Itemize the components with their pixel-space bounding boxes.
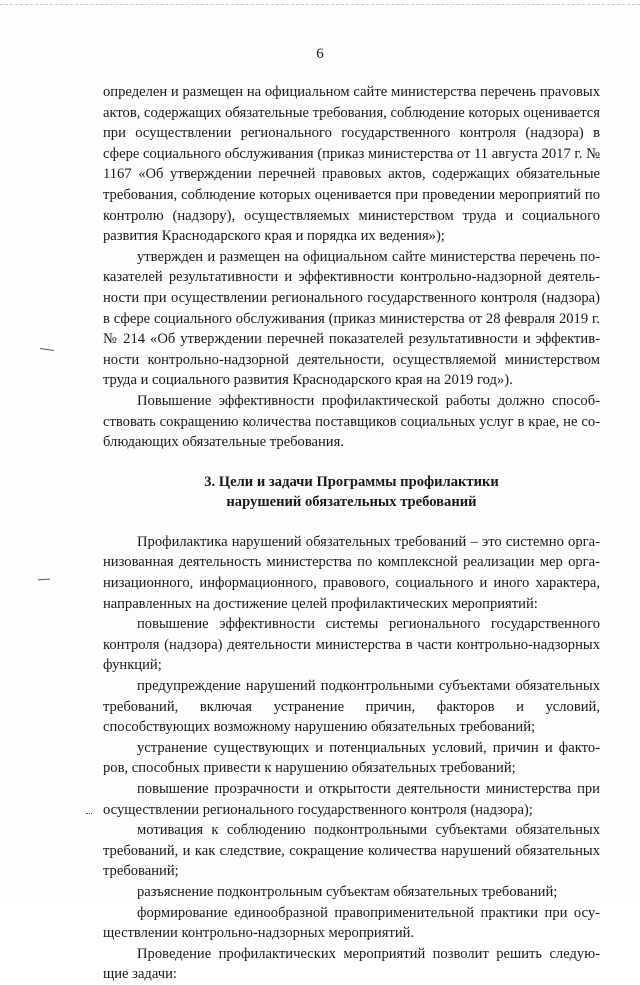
list-item-goal-transparency: повышение прозрачности и открытости деятельности министерства при осуществлении регионального государственного контроля (надзора); xyxy=(103,781,600,818)
paragraph-prevention-definition: Профилактика нарушений обязательных требований – это системно организованная деятельность министерства по комплексной реализации мер организационного, информационного, правового, социального и иного характера, направленных на достижение целей профилактических мероприятий: xyxy=(103,533,600,612)
paragraph-tasks-intro: Проведение профилактических мероприятий позволит решить следующие задачи: xyxy=(103,945,600,983)
page-number: 6 xyxy=(316,46,324,62)
top-edge-rule xyxy=(0,4,640,5)
margin-pencil-mark xyxy=(38,579,50,581)
document-body xyxy=(103,82,600,985)
list-item-goal-efficiency: повышение эффективности системы регионального государственного контроля (надзора) деятельности министерства в части контрольно-надзорных функций; xyxy=(103,616,600,674)
list-item-goal-uniform-practice: формирование единообразной правоприменительной практики при осуществлении контрольно-надзорных мероприятий. xyxy=(103,904,600,942)
paragraph-performance-indicators: утвержден и размещен на официальном сайте министерства перечень показателей результативности и эффективности контрольно-надзорной деятельности при осуществлении регионального государственного контроля (надзора) в сфере социального обслуживания (приказ министерства от 28 февраля 2019 г. № 214 «Об утверждении перечней показателей результативности и эффективности контрольно-надзорной деятельности, осуществляемой министерством труда и социального развития Краснодарского края на 2019 год»). xyxy=(103,248,600,389)
margin-pencil-mark xyxy=(40,348,54,351)
paragraph-legal-acts-list: определен и размещен на официальном сайте министерства перечень праvовых актов, содержащих обязательные требования, соблюдение которых оценивается при осуществлении регионального государственного контроля (надзора) в сфере социального обслуживания (приказ министерства от 11 августа 2017 г. № 1167 «Об утверждении перечней правовых актов, содержащих обязательные требования, соблюдение которых оценивается при проведении мероприятий по контролю (надзору), осуществляемых министерством труда и социального развития Краснодарского края и порядка их ведения»); xyxy=(103,84,600,245)
margin-pencil-mark xyxy=(86,813,92,814)
list-item-goal-elimination: устранение существующих и потенциальных условий, причин и факторов, способных привести к нарушению обязательных требований; xyxy=(103,739,600,777)
paragraph-prevention-effectiveness: Повышение эффективности профилактической работы должно способствовать сокращению количества поставщиков социальных услуг в крае, не соблюдающих обязательные требования. xyxy=(103,392,600,451)
section-heading-line-1: 3. Цели и задачи Программы профилактики xyxy=(204,473,499,490)
list-item-goal-clarification: разъяснение подконтрольным субъектам обязательных требований; xyxy=(137,883,558,900)
section-heading xyxy=(103,472,600,513)
list-item-goal-prevention: предупреждение нарушений подконтрольными субъектами обязательных требований, включая устранение причин, факторов и условий, способствующих возможному нарушению обязательных требований; xyxy=(103,678,600,736)
list-item-goal-motivation: мотивация к соблюдению подконтрольными субъектами обязательных требований, и как следствие, сокращение количества нарушений обязательных требований; xyxy=(103,822,600,880)
section-heading-line-2: нарушений обязательных требований xyxy=(226,494,477,511)
